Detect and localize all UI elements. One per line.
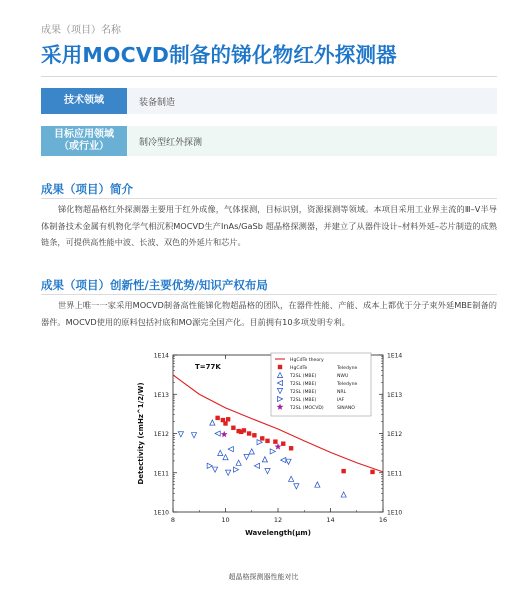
intro-divider (41, 198, 497, 199)
y-tick-label: 1E11 (153, 470, 169, 478)
tech-field-row (41, 88, 497, 114)
y-tick-label-right: 1E13 (387, 391, 403, 399)
title-divider (41, 76, 497, 77)
y-tick-label: 1E14 (153, 352, 169, 360)
x-tick-label: 14 (326, 516, 335, 524)
y-tick-label: 1E12 (153, 431, 169, 438)
page-title: 采用MOCVD制备的锑化物红外探测器 (41, 43, 397, 67)
x-tick-label: 8 (170, 516, 176, 524)
tech-field-label: 技术领域 (41, 88, 127, 114)
legend-label: T2SL (MBE) (290, 373, 317, 379)
data-point (265, 439, 269, 443)
legend-label: T2SL (MBE) (290, 389, 317, 395)
row-arrow (485, 88, 497, 114)
row-arrow (485, 126, 497, 156)
legend-label: T2SL (MOCVD) (290, 405, 324, 411)
data-point (242, 428, 246, 432)
innovation-divider (41, 294, 497, 295)
innovation-heading: 成果（项目）创新性/主要优势/知识产权布局 (41, 278, 268, 292)
y-tick-label-right: 1E14 (387, 352, 403, 360)
legend-source: Teledyne (337, 381, 358, 387)
target-field-row (41, 126, 497, 156)
y-axis-label: Detectivity (cmHz^1/2/W) (137, 382, 145, 485)
data-point (215, 416, 219, 420)
target-label-line-2: （或行业） (59, 141, 109, 152)
y-tick-label-right: 1E12 (387, 431, 403, 438)
legend-label: T2SL (MBE) (290, 397, 317, 403)
detectivity-chart (125, 347, 415, 557)
intro-heading: 成果（项目）简介 (41, 182, 133, 196)
data-point (281, 441, 285, 445)
data-point (289, 446, 293, 450)
data-point (226, 417, 230, 421)
data-point (231, 426, 235, 430)
y-tick-label-right: 1E11 (387, 470, 403, 478)
legend-label: HgCdTe theory (290, 357, 324, 363)
figure-caption: 超晶格探测器性能对比 (228, 573, 299, 581)
y-tick-label: 1E13 (153, 391, 169, 399)
x-tick-label: 16 (378, 516, 388, 524)
data-point (252, 433, 256, 437)
x-tick-label: 12 (273, 516, 283, 524)
legend-source: SINANO (337, 405, 355, 411)
kicker-label: 成果（项目）名称 (41, 25, 121, 36)
data-point (273, 439, 277, 443)
tech-field-value: 装备制造 (127, 88, 497, 114)
legend-label: T2SL (MBE) (290, 381, 317, 387)
target-field-label (41, 126, 127, 156)
data-point (247, 431, 251, 435)
x-tick-label: 10 (221, 516, 230, 524)
legend-label: HgCdTe (290, 365, 308, 371)
x-axis-label: Wavelength(μm) (245, 529, 311, 537)
temperature-annotation: T=77K (195, 363, 221, 371)
target-label-line-1: 目标应用领域 (54, 129, 114, 140)
data-point (341, 469, 345, 473)
y-tick-label: 1E10 (153, 509, 169, 517)
data-point (223, 421, 227, 425)
legend-marker (278, 365, 282, 369)
intro-paragraph: 锑化物超晶格红外探测器主要用于红外成像，气体探测，目标识别，资源探测等领域。本项目采用工业界主流的Ⅲ–Ⅴ半导体制备技术金属有机物化学气相沉积MOCVD生产InAs/GaSb 超晶格探测器，并建立了从器件设计–材料外延–芯片制造的成熟链条，可提供高性能中波、长波、双色的外延片和芯片。 (41, 204, 497, 247)
target-field-value: 制冷型红外探测 (127, 126, 497, 156)
legend-source: IAF (337, 397, 345, 403)
data-point (260, 436, 264, 440)
y-tick-label-right: 1E10 (387, 509, 403, 517)
legend-source: Teledyne (337, 365, 358, 371)
data-point (370, 470, 374, 474)
legend-source: NWU (337, 373, 349, 379)
chart-svg (125, 347, 415, 557)
innovation-paragraph: 世界上唯一一家采用MOCVD制备高性能锑化物超晶格的团队，在器件性能、产能、成本上都优于分子束外延MBE制备的器件。MOCVD使用的原料包括衬底和MO源完全国产化。目前拥有10多项发明专利。 (41, 300, 497, 327)
legend-source: NRL (337, 389, 347, 395)
